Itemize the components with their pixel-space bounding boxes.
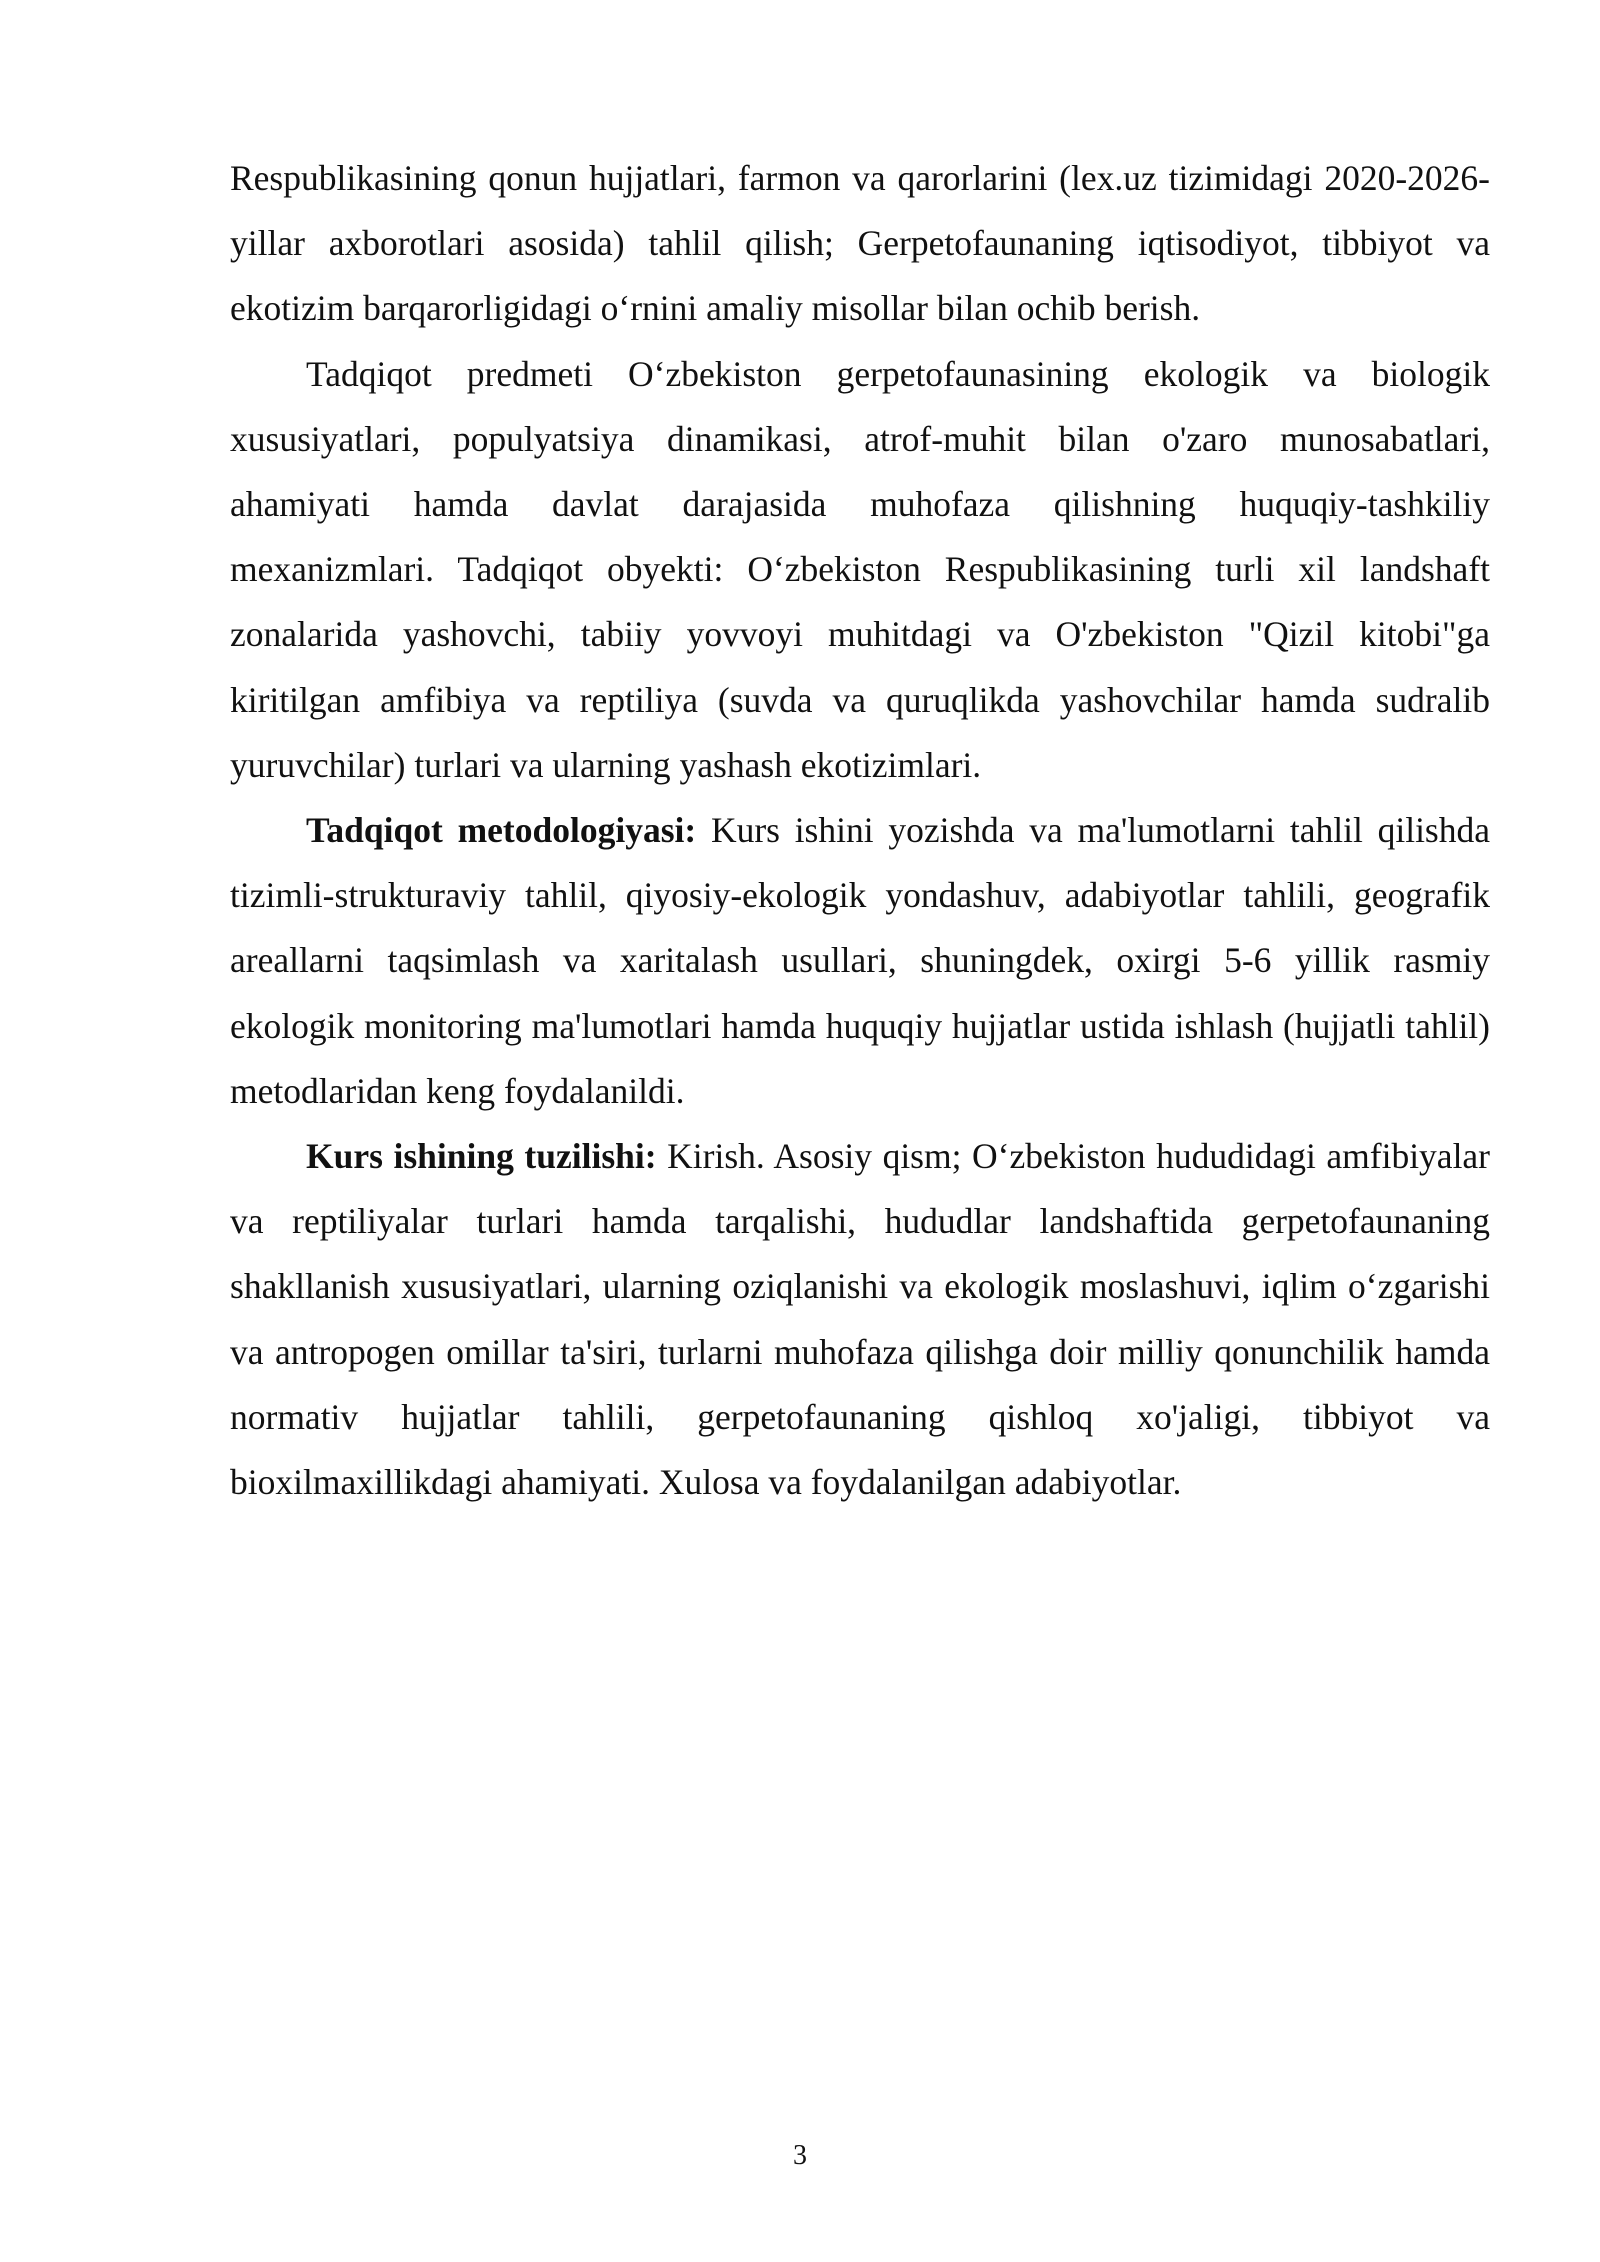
paragraph-text: Tadqiqot predmeti O‘zbekiston gerpetofaunasining ekologik va biologik xususiyatlari, populyatsiya dinamikasi, atrof-muhit bilan o'zaro munosabatlari, ahamiyati hamda davlat darajasida muhofaza qilishning huquqiy-tashkiliy mexanizmlari. Tadqiqot obyekti: O‘zbekiston Respublikasining turli xil landshaft zonalarida yashovchi, tabiiy yovvoyi muhitdagi va O'zbekiston "Qizil kitobi"ga kiritilgan amfibiya va reptiliya (suvda va quruqlikda yashovchilar hamda sudralib yuruvchilar) turlari va ularning yashash ekotizimlari. <box>230 353 1490 785</box>
paragraph-text: Kirish. Asosiy qism; O‘zbekiston hududidagi amfibiyalar va reptiliyalar turlari hamda tarqalishi, hududlar landshaftida gerpetofaunaning shakllanish xususiyatlari, ularning oziqlanishi va ekologik moslashuvi, iqlim o‘zgarishi va antropogen omillar ta'siri, turlarni muhofaza qilishga doir milliy qonunchilik hamda normativ hujjatlar tahlili, gerpetofaunaning qishloq xo'jaligi, tibbiyot va bioxilmaxillikdagi ahamiyati. Xulosa va foydalanilgan adabiyotlar. <box>230 1136 1491 1503</box>
paragraph-research-subject <box>230 342 1490 798</box>
page-number: 3 <box>793 2140 807 2171</box>
paragraph-text: Kurs ishini yozishda va ma'lumotlarni tahlil qilishda tizimli-strukturaviy tahlil, qiyosiy-ekologik yondashuv, adabiyotlar tahlili, geografik areallarni taqsimlash va xaritalash usullari, shuningdek, oxirgi 5-6 yillik rasmiy ekologik monitoring ma'lumotlari hamda huquqiy hujjatlar ustida ishlash (hujjatli tahlil) metodlaridan keng foydalanildi. <box>230 810 1490 1111</box>
paragraph-continuation <box>230 146 1490 342</box>
paragraph-course-structure <box>230 1124 1490 1515</box>
paragraph-text: Respublikasining qonun hujjatlari, farmon va qarorlarini (lex.uz tizimidagi 2020-2026-yillar axborotlari asosida) tahlil qilish; Gerpetofaunaning iqtisodiyot, tibbiyot va ekotizim barqarorligidagi o‘rnini amaliy misollar bilan ochib berish. <box>230 158 1490 329</box>
paragraph-heading: Kurs ishining tuzilishi: <box>306 1136 657 1177</box>
document-body <box>230 146 1490 1515</box>
paragraph-heading: Tadqiqot metodologiyasi: <box>306 810 697 851</box>
paragraph-research-methodology <box>230 798 1490 1124</box>
